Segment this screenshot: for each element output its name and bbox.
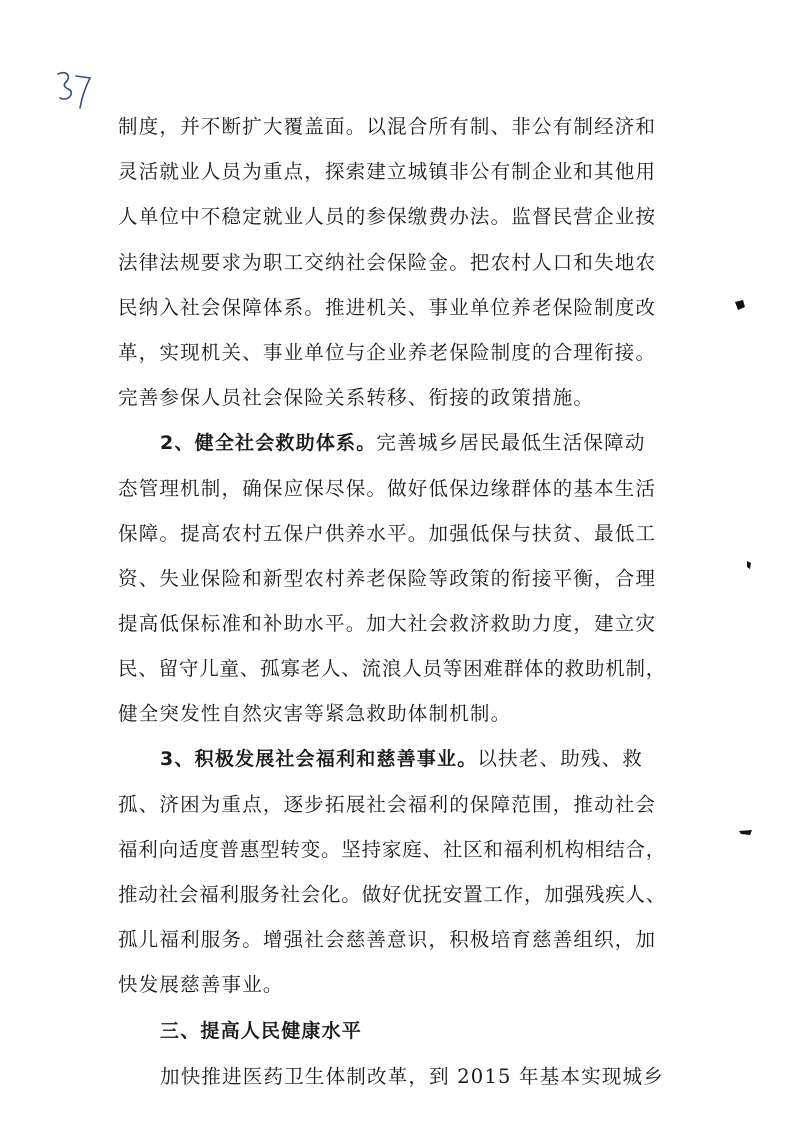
text-line-s3-4: 孤儿福利服务。增强社会慈善意识，积极培育慈善组织，加 bbox=[118, 928, 657, 951]
text-line-s2-6: 健全突发性自然灾害等紧急救助体制机制。 bbox=[118, 702, 512, 725]
text-line-s2-2: 保障。提高农村五保户供养水平。加强低保与扶贫、最低工 bbox=[118, 522, 657, 545]
text-line-s3-5: 快发展慈善事业。 bbox=[118, 973, 284, 996]
scan-speck bbox=[738, 828, 754, 838]
section-2-first-line-text: 完善城乡居民最低生活保障动 bbox=[376, 431, 646, 454]
text-line-s3-3: 推动社会福利服务社会化。做好优抚安置工作，加强残疾人、 bbox=[118, 883, 667, 906]
text-line-s3-1: 孤、济困为重点，逐步拓展社会福利的保障范围，推动社会 bbox=[118, 793, 657, 816]
part-3-first-line: 加快推进医药卫生体制改革，到 2015 年基本实现城乡 bbox=[160, 1065, 664, 1088]
scan-speck bbox=[745, 560, 753, 570]
text-line-3: 人单位中不稳定就业人员的参保缴费办法。监督民营企业按 bbox=[118, 205, 657, 228]
text-line-2: 灵活就业人员为重点，探索建立城镇非公有制企业和其他用 bbox=[118, 160, 657, 183]
text-line-s3-2: 福利向适度普惠型转变。坚持家庭、社区和福利机构相结合， bbox=[118, 838, 667, 861]
text-line-6: 革，实现机关、事业单位与企业养老保险制度的合理衔接。 bbox=[118, 341, 657, 364]
text-line-s2-1: 态管理机制，确保应保尽保。做好低保边缘群体的基本生活 bbox=[118, 477, 657, 500]
section-3-first-line bbox=[160, 744, 694, 774]
text-line-s2-5: 民、留守儿童、孤寡老人、流浪人员等困难群体的救助机制， bbox=[118, 657, 667, 680]
section-3-heading: 3、积极发展社会福利和慈善事业。 bbox=[160, 748, 478, 770]
text-line-5: 民纳入社会保障体系。推进机关、事业单位养老保险制度改 bbox=[118, 296, 657, 319]
part-3-heading: 三、提高人民健康水平 bbox=[160, 1020, 363, 1042]
text-line-s2-3: 资、失业保险和新型农村养老保险等政策的衔接平衡，合理 bbox=[118, 567, 657, 590]
section-2-heading: 2、健全社会救助体系。 bbox=[160, 432, 377, 454]
handwritten-page-number bbox=[52, 68, 100, 118]
text-line-4: 法律法规要求为职工交纳社会保险金。把农村人口和失地农 bbox=[118, 251, 657, 274]
text-line-s2-4: 提高低保标准和补助水平。加大社会救济救助力度，建立灾 bbox=[118, 612, 657, 635]
text-line-1: 制度，并不断扩大覆盖面。以混合所有制、非公有制经济和 bbox=[118, 115, 657, 138]
text-line-7: 完善参保人员社会保险关系转移、衔接的政策措施。 bbox=[118, 386, 595, 409]
section-3-first-line-text: 以扶老、助残、救 bbox=[477, 747, 644, 770]
section-2-first-line bbox=[160, 428, 694, 458]
scan-speck bbox=[733, 298, 747, 312]
